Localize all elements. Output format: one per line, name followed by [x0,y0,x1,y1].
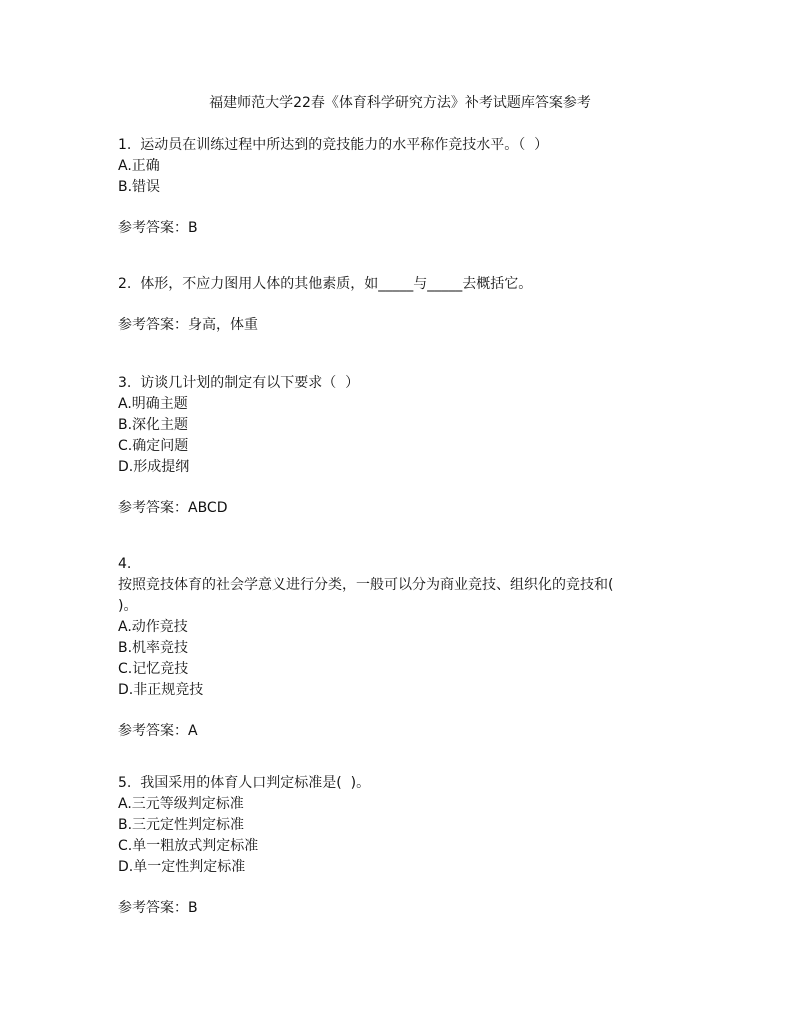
option-d: D.非正规竞技 [118,682,204,698]
option-a: A.三元等级判定标准 [118,796,244,812]
answer-line [118,498,698,519]
answer-label: 参考答案： [118,500,188,516]
option-d: D.形成提纲 [118,459,190,475]
option-b: B.机率竞技 [118,640,189,656]
question-stem [118,373,698,394]
option-c: C.单一粗放式判定标准 [118,838,259,854]
option-a: A.明确主题 [118,396,188,412]
question-text: 体形，不应力图用人体的其他素质，如_____与_____去概括它。 [140,276,533,292]
question-number: 4. [118,556,132,572]
answer-value: 身高，体重 [188,317,258,333]
document-title: 福建师范大学22春《体育科学研究方法》补考试题库答案参考 [209,95,591,111]
answer-line [118,721,698,742]
question-number: 5. [118,775,132,791]
question-3 [118,373,698,519]
question-stem [118,773,698,794]
option-a: A.动作竞技 [118,619,188,635]
answer-label: 参考答案： [118,900,188,916]
answer-line [118,218,698,239]
option-a: A.正确 [118,158,160,174]
question-1 [118,135,698,239]
question-5 [118,773,698,919]
option-b: B.三元定性判定标准 [118,817,245,833]
answer-value: ABCD [188,500,228,516]
answer-label: 参考答案： [118,220,188,236]
answer-line [118,315,698,336]
answer-line [118,898,698,919]
option-b: B.错误 [118,179,161,195]
question-text: 访谈几计划的制定有以下要求（ ） [140,375,360,391]
option-c: C.确定问题 [118,438,189,454]
question-number: 3. [118,375,132,391]
answer-value: B [188,220,198,236]
question-text: 我国采用的体育人口判定标准是( )。 [140,775,371,791]
answer-label: 参考答案： [118,317,188,333]
option-c: C.记忆竞技 [118,661,189,677]
option-d: D.单一定性判定标准 [118,859,246,875]
question-stem [118,135,698,156]
question-4 [118,554,698,742]
answer-value: A [188,723,198,739]
question-number: 1. [118,137,132,153]
question-stem [118,274,698,295]
question-2 [118,274,698,336]
answer-value: B [188,900,198,916]
option-b: B.深化主题 [118,417,189,433]
question-number: 2. [118,276,132,292]
answer-label: 参考答案： [118,723,188,739]
question-text: 按照竞技体育的社会学意义进行分类，一般可以分为商业竞技、组织化的竞技和( )。 [118,577,614,614]
question-text: 运动员在训练过程中所达到的竞技能力的水平称作竞技水平。（ ） [140,137,549,153]
